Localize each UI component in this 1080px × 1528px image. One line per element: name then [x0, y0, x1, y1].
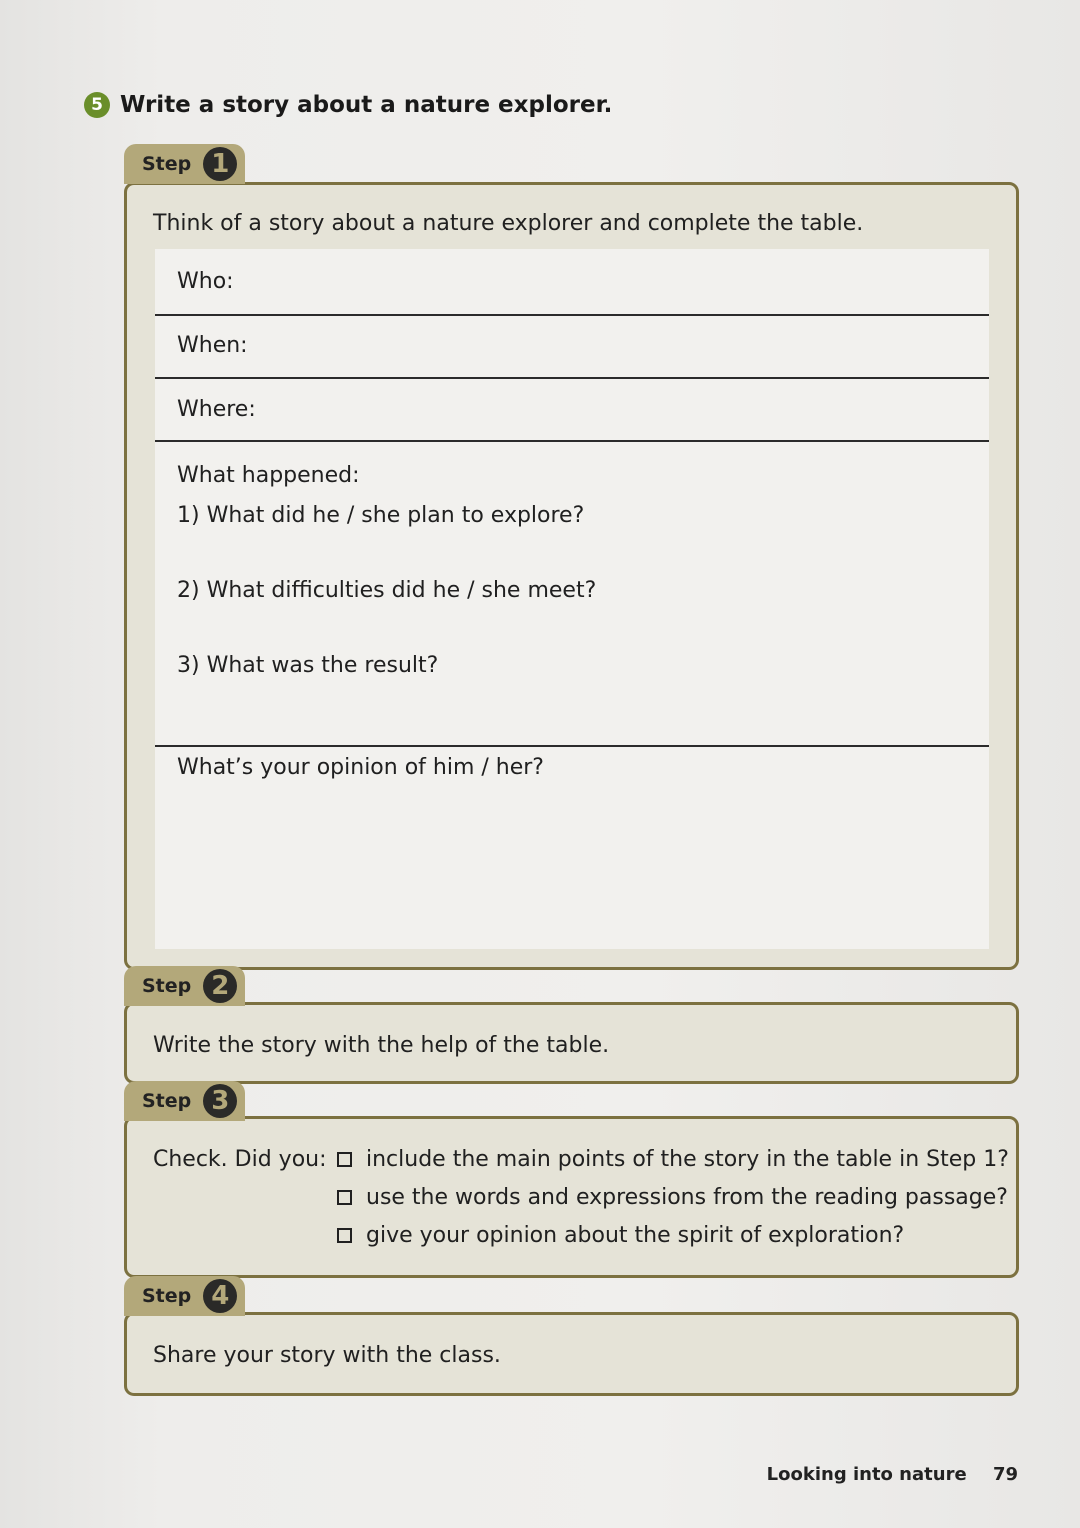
section-title: Looking into nature [766, 1464, 967, 1485]
step-4-tab [124, 1276, 245, 1316]
step-2-instruction: Write the story with the help of the table. [153, 1033, 610, 1058]
who-label: Who: [177, 269, 234, 294]
step-4-box [124, 1312, 1019, 1396]
checkbox[interactable] [337, 1152, 352, 1167]
checklist-item [337, 1223, 904, 1248]
opinion-label: What’s your opinion of him / her? [177, 755, 544, 780]
exercise-title: Write a story about a nature explorer. [120, 92, 613, 118]
table-divider [155, 745, 989, 747]
question-1: 1) What did he / she plan to explore? [177, 503, 585, 528]
page-footer [767, 1464, 1018, 1485]
step-1-tab [124, 144, 245, 184]
check-label: Check. Did you: [153, 1147, 327, 1172]
step-2-box [124, 1002, 1019, 1084]
step-label: Step [142, 153, 192, 175]
what-happened-label: What happened: [177, 463, 360, 488]
page-number: 79 [992, 1464, 1018, 1485]
question-3: 3) What was the result? [177, 653, 439, 678]
step-label: Step [142, 1285, 192, 1307]
exercise-number-badge: 5 [84, 92, 110, 118]
step-3-box [124, 1116, 1019, 1278]
where-label: Where: [177, 397, 256, 422]
step-2-tab [124, 966, 245, 1006]
story-planning-table [155, 249, 989, 949]
exercise-header [84, 92, 612, 118]
step-1-box [124, 182, 1019, 970]
checkbox[interactable] [337, 1190, 352, 1205]
step-label: Step [142, 975, 192, 997]
table-divider [155, 314, 989, 316]
step-1-instruction: Think of a story about a nature explorer and complete the table. [153, 211, 864, 236]
step-number-badge: 1 [203, 147, 237, 181]
checklist-item-text: include the main points of the story in the table in Step 1? [366, 1147, 1009, 1172]
question-2: 2) What difficulties did he / she meet? [177, 578, 597, 603]
checklist-item [337, 1147, 1009, 1172]
when-label: When: [177, 333, 248, 358]
step-number-badge: 3 [203, 1084, 237, 1118]
step-label: Step [142, 1090, 192, 1112]
checklist-item [337, 1185, 1008, 1210]
checklist-item-text: use the words and expressions from the reading passage? [366, 1185, 1008, 1210]
table-divider [155, 440, 989, 442]
checklist-item-text: give your opinion about the spirit of exploration? [366, 1223, 905, 1248]
checkbox[interactable] [337, 1228, 352, 1243]
table-divider [155, 377, 989, 379]
step-3-tab [124, 1081, 245, 1121]
step-number-badge: 2 [203, 969, 237, 1003]
step-4-instruction: Share your story with the class. [153, 1343, 501, 1368]
step-number-badge: 4 [203, 1279, 237, 1313]
